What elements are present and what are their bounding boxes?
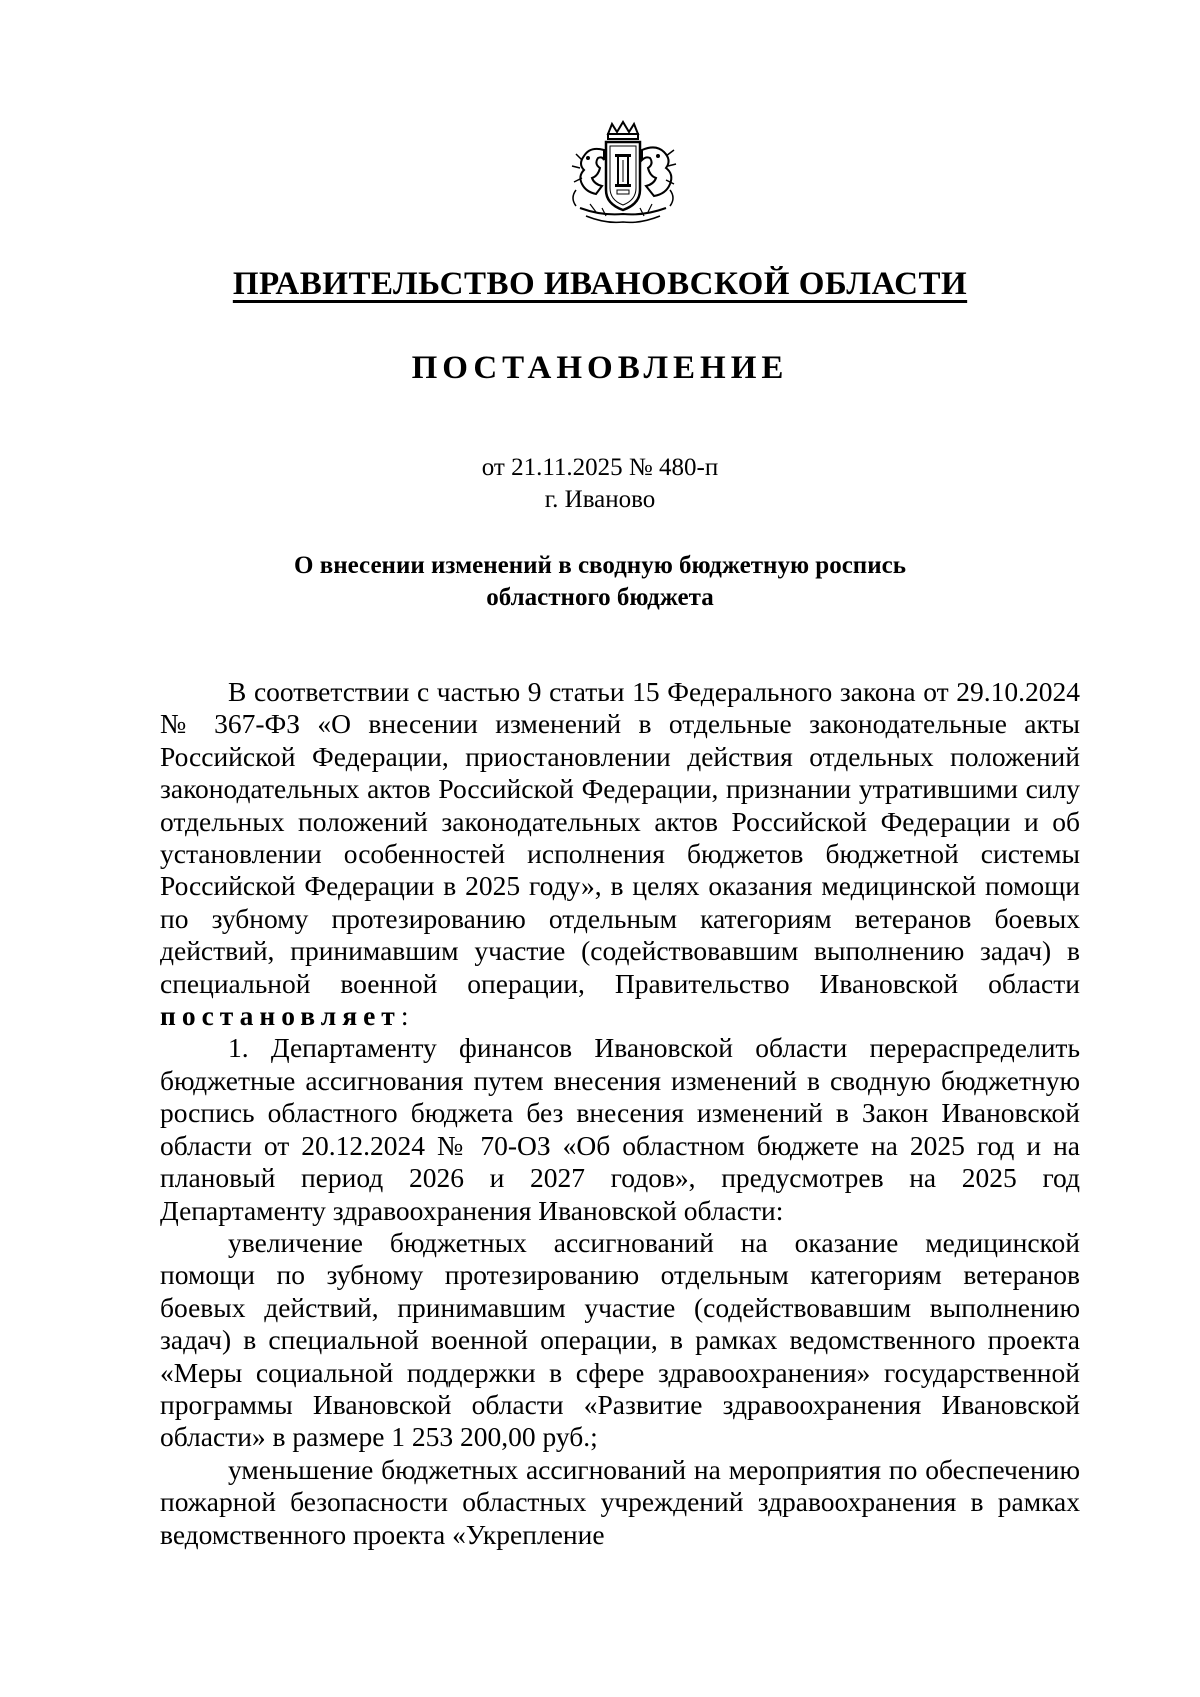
- subject-line-2: областного бюджета: [486, 584, 714, 611]
- document-type: ПОСТАНОВЛЕНИЕ: [411, 350, 789, 386]
- document-subject: [0, 550, 1200, 614]
- increase-paragraph: увеличение бюджетных ассигнований на оказание медицинской помощи по зубному протезированию отдельным категориям ветеранов боевых действий, принимавшим участие (содействовавшим выполнению задач) в специальной военной операции, в рамках ведомственного проекта «Меры социальной поддержки в сфере здравоохранения» государственной программы Ивановской области «Развитие здравоохранения Ивановской области» в размере 1 253 200,00 руб.;: [160, 1226, 1080, 1453]
- decree-colon: :: [400, 1000, 409, 1032]
- document-city: г. Иваново: [544, 486, 656, 513]
- document-date-number: от 21.11.2025 № 480-п: [481, 454, 719, 481]
- decree-word: постановляет: [160, 1000, 401, 1032]
- preamble-paragraph: [160, 676, 1080, 1032]
- coat-of-arms-emblem: [566, 120, 680, 230]
- item-1-paragraph: 1. Департаменту финансов Ивановской области перераспределить бюджетные ассигнования путем внесения изменений в сводную бюджетную роспись областного бюджета без внесения изменений в Закон Ивановской области от 20.12.2024 № 70-ОЗ «Об областном бюджете на 2025 год и на плановый период 2026 и 2027 годов», предусмотрев на 2025 год Департаменту здравоохранения Ивановской области:: [160, 1032, 1080, 1226]
- decrease-paragraph: уменьшение бюджетных ассигнований на мероприятия по обеспечению пожарной безопасности областных учреждений здравоохранения в рамках ведомственного проекта «Укрепление: [160, 1453, 1080, 1550]
- preamble-text: В соответствии с частью 9 статьи 15 Федерального закона от 29.10.2024 № 367-ФЗ «О внесении изменений в отдельные законодательные акты Российской Федерации, приостановлении действия отдельных положений законодательных актов Российской Федерации, признании утратившими силу отдельных положений законодательных актов Российской Федерации и об установлении особенностей исполнения бюджетов бюджетной системы Российской Федерации в 2025 году», в целях оказания медицинской помощи по зубному протезированию отдельным категориям ветеранов боевых действий, принимавшим участие (содействовавшим выполнению задач) в специальной военной операции, Правительство Ивановской области: [160, 676, 1080, 999]
- document-body: [160, 676, 1080, 1551]
- government-title: [0, 264, 1200, 304]
- subject-line-1: О внесении изменений в сводную бюджетную роспись: [294, 552, 906, 579]
- government-title-text: ПРАВИТЕЛЬСТВО ИВАНОВСКОЙ ОБЛАСТИ: [232, 266, 968, 302]
